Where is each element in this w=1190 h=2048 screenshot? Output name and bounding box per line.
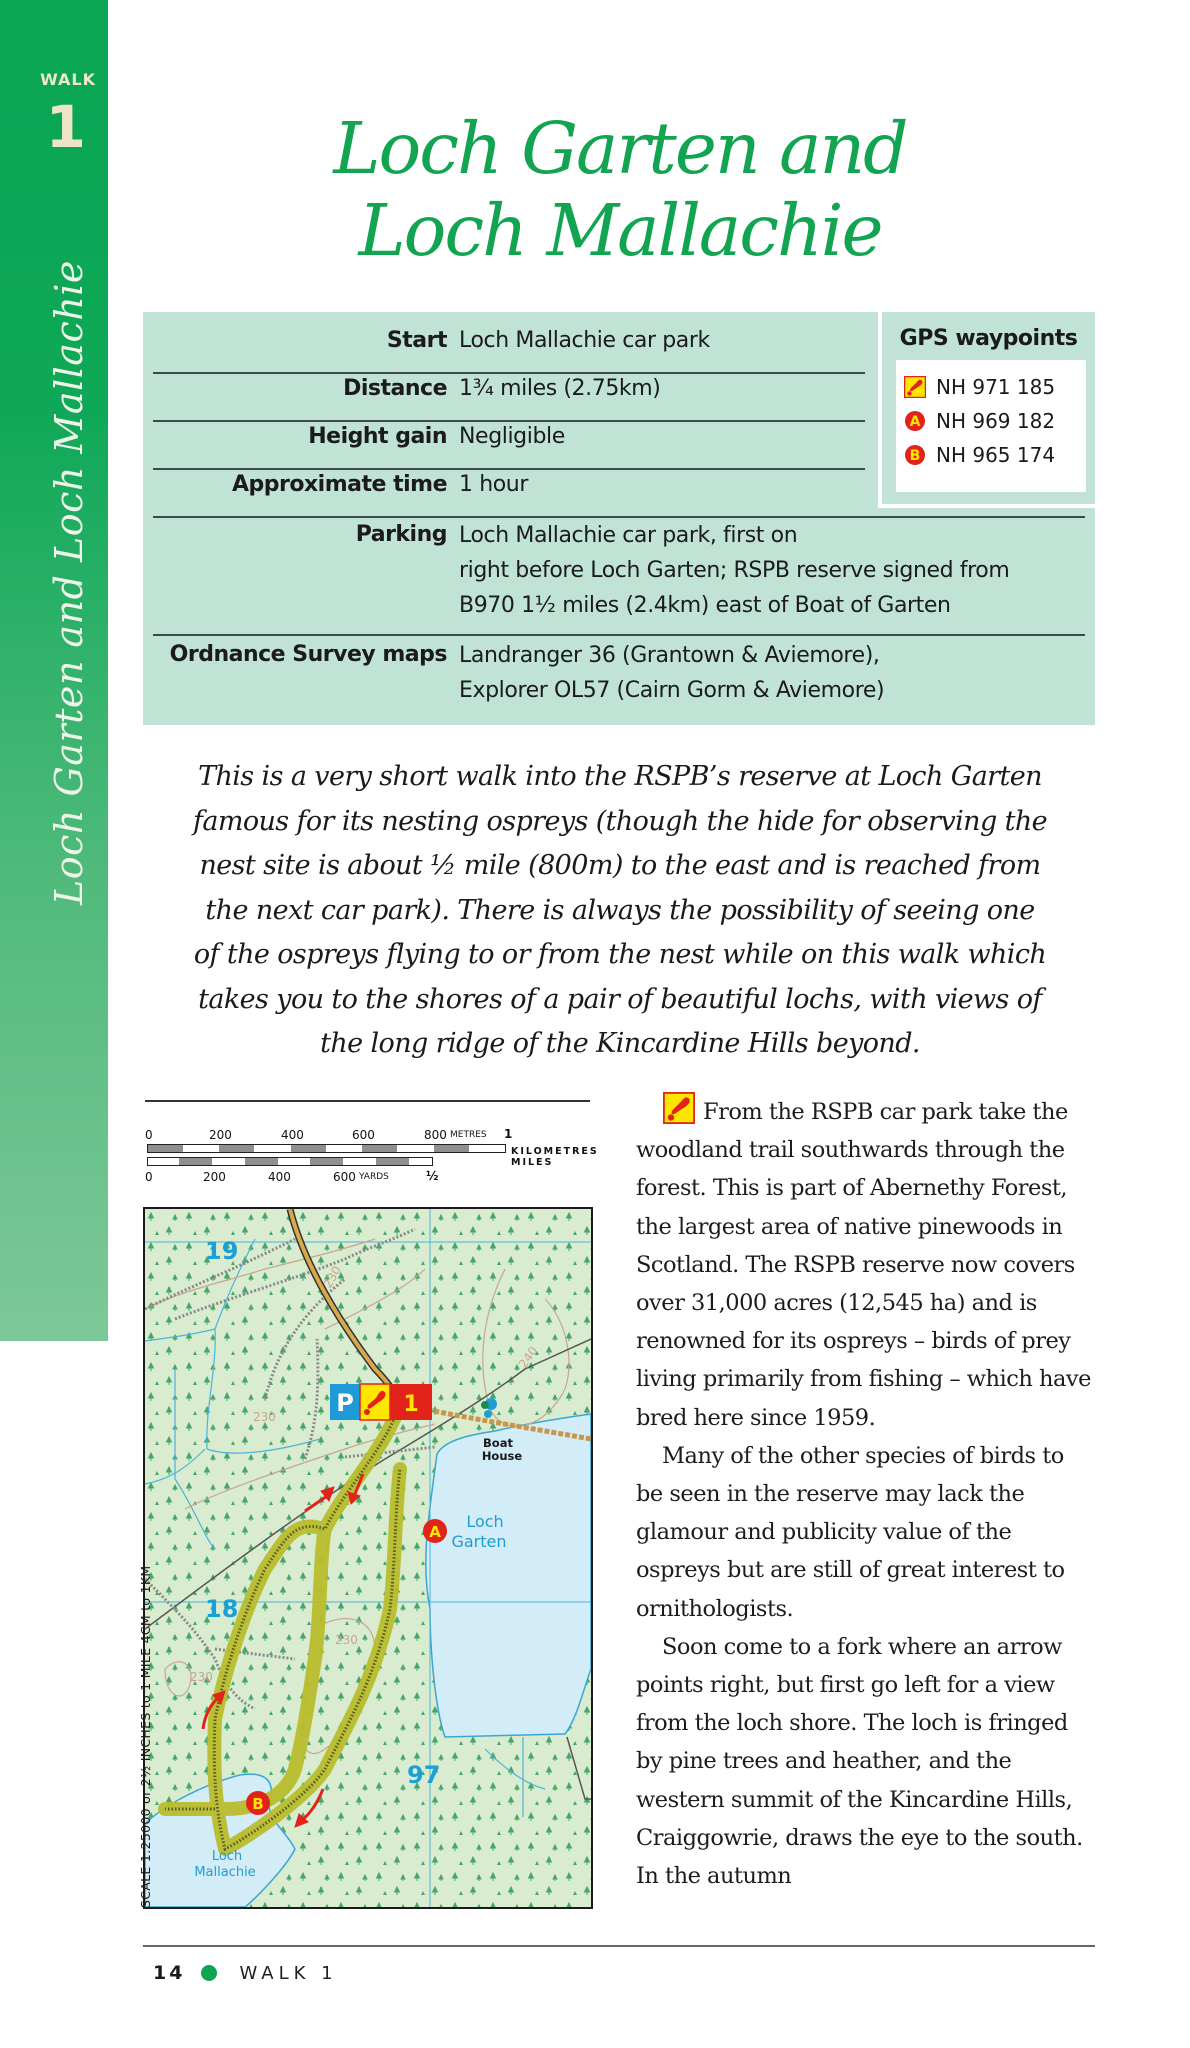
waypoint-a-marker [423, 1519, 447, 1543]
scale-unit-metres: METRES [450, 1130, 487, 1140]
scale-tick: 400 [281, 1128, 304, 1142]
info-value: 1¾ miles (2.75km) [459, 376, 661, 401]
info-row-height-gain [153, 424, 565, 449]
intro-paragraph [140, 755, 1100, 1067]
info-row-os-maps [153, 642, 884, 708]
loch-mallachie-label-2: Mallachie [194, 1865, 256, 1880]
divider [153, 372, 865, 374]
scale-miles-end: ½ [426, 1169, 439, 1183]
intro-line: takes you to the shores of a pair of beautiful lochs, with views of [198, 983, 1042, 1015]
info-value: 1 hour [459, 472, 528, 497]
body-paragraph-text: From the RSPB car park take the woodland trail southwards through the forest. This is part of Abernethy Forest, the largest area of native pinewoods in Scotland. The RSPB reserve now covers over 31,000 acres (12,545 ha) and is renowned for its ospreys – birds of prey living primarily from fishing – which have bred here since 1959. [636, 1099, 1091, 1431]
waypoint-letter: B [252, 1795, 264, 1813]
gps-waypoint-start [896, 370, 1086, 404]
scale-unit-km: KILOMETRES [511, 1146, 599, 1157]
body-paragraph [636, 1092, 1096, 1437]
map-top-divider [145, 1100, 590, 1102]
footer-section-label: WALK 1 [239, 1962, 338, 1984]
info-row-start [153, 328, 710, 353]
info-value-line: Landranger 36 (Grantown & Aviemore), [459, 643, 880, 668]
loch-garten-label-1: Loch [466, 1512, 504, 1531]
parking-label: P [336, 1389, 354, 1417]
info-value: Loch Mallachie car park [459, 328, 710, 353]
gps-ref: NH 969 182 [936, 409, 1056, 433]
title-line-1: Loch Garten and [333, 107, 907, 190]
route-map [143, 1207, 593, 1909]
gps-waypoints-box [878, 312, 1095, 508]
info-value-line: B970 1½ miles (2.4km) east of Boat of Garten [459, 593, 951, 618]
start-badge [330, 1384, 432, 1420]
chapter-sidebar [0, 0, 108, 1341]
start-footprint-icon [663, 1092, 695, 1124]
gps-ref: NH 965 174 [936, 443, 1056, 467]
pin-icon [484, 1410, 492, 1418]
page-footer [153, 1962, 338, 1984]
scale-tick: 400 [268, 1170, 291, 1184]
intro-line: the long ridge of the Kincardine Hills beyond. [320, 1028, 920, 1059]
page-title [240, 108, 1000, 272]
boat-house-label-1: Boat [483, 1436, 513, 1450]
info-row-time [153, 472, 528, 497]
info-label: Start [386, 328, 447, 353]
scale-tick: 800 [424, 1128, 447, 1142]
intro-line: of the ospreys flying to or from the nest while on this walk which [193, 939, 1047, 970]
scale-tick: 200 [203, 1170, 226, 1184]
intro-line: the next car park). There is always the possibility of seeing one [205, 894, 1035, 926]
map-scale-note: SCALE 1:25000 or 2½ INCHES to 1 MILE 4CM to 1KM [138, 1565, 153, 1908]
divider [153, 634, 1085, 636]
contour-label: 230 [335, 1633, 358, 1647]
loch-garten-label-2: Garten [451, 1532, 507, 1551]
contour-label: 240 [515, 1343, 541, 1371]
page-number: 14 [153, 1962, 186, 1984]
scale-tick: 0 [145, 1170, 153, 1184]
info-value [459, 638, 884, 708]
info-value-line: right before Loch Garten; RSPB reserve signed from [459, 558, 1010, 583]
info-label: Ordnance Survey maps [169, 642, 447, 667]
body-paragraph: Soon come to a fork where an arrow points right, but first go left for a view from the loch shore. The loch is fringed by pine trees and heather, and the western summit of the Kincardine Hills, Craiggowrie, draws the eye to the south. In the autumn [636, 1633, 1083, 1890]
gps-waypoint-a [896, 404, 1086, 438]
waypoint-b-marker [246, 1791, 270, 1815]
divider [153, 420, 865, 422]
map-canvas [145, 1209, 591, 1907]
bullet-dot-icon [201, 1965, 217, 1981]
info-row-distance [153, 376, 660, 401]
info-value-line: Explorer OL57 (Cairn Gorm & Aviemore) [459, 678, 885, 703]
waypoint-letter: A [429, 1523, 441, 1541]
contour-label: 230 [190, 1670, 213, 1684]
grid-label: 97 [407, 1761, 441, 1789]
gps-title: GPS waypoints [899, 326, 1078, 351]
footprint-glyph [364, 1409, 370, 1415]
intro-line: famous for its nesting ospreys (though the hide for observing the [192, 805, 1048, 837]
walk-number-label: 1 [403, 1392, 419, 1417]
walk-label: WALK [40, 70, 96, 89]
info-value [459, 518, 1009, 623]
info-label: Parking [355, 522, 447, 547]
walk-number: 1 [45, 93, 86, 161]
waypoint-a-icon [904, 410, 926, 432]
info-label: Approximate time [232, 472, 447, 497]
scale-tick: 200 [209, 1128, 232, 1142]
loch-mallachie-label-1: Loch [211, 1849, 243, 1864]
title-line-2: Loch Mallachie [358, 189, 882, 272]
gps-list [896, 360, 1086, 492]
grid-label: 18 [205, 1595, 239, 1623]
scale-tick: 600 [333, 1170, 356, 1184]
info-value-line: Loch Mallachie car park, first on [459, 523, 798, 548]
footer-divider [143, 1945, 1095, 1947]
body-paragraph: Many of the other species of birds to be seen in the reserve may lack the glamour and publicity value of the ospreys but are still of great interest to ornithologists. [636, 1442, 1065, 1622]
intro-line: nest site is about ½ mile (800m) to the east and is reached from [199, 850, 1041, 881]
scale-unit-miles: MILES [511, 1157, 554, 1168]
waypoint-letter: A [909, 414, 921, 430]
scale-unit-yards: YARDS [359, 1172, 389, 1182]
info-label: Distance [343, 376, 447, 401]
contour-label: 230 [253, 1410, 276, 1424]
waypoint-b-icon [904, 444, 926, 466]
walk-description [636, 1092, 1096, 1895]
grid-label: 19 [205, 1237, 239, 1265]
intro-line: This is a very short walk into the RSPB’s reserve at Loch Garten [198, 761, 1042, 792]
gps-waypoint-b [896, 438, 1086, 472]
contour-label: 230 [320, 1263, 345, 1291]
start-footprint-icon [904, 376, 926, 398]
pin-icon [481, 1401, 489, 1409]
map-scale-bar [143, 1128, 603, 1193]
scale-bars [147, 1144, 509, 1168]
info-value: Negligible [459, 424, 565, 449]
sidebar-vertical-title: Loch Garten and Loch Mallachie [47, 260, 91, 905]
boat-house-label-2: House [481, 1449, 523, 1463]
info-label: Height gain [308, 424, 447, 449]
gps-ref: NH 971 185 [936, 375, 1056, 399]
scale-km-end: 1 [504, 1127, 513, 1141]
info-row-parking [153, 522, 1009, 623]
scale-tick: 0 [145, 1128, 153, 1142]
waypoint-letter: B [909, 448, 921, 464]
divider [153, 468, 865, 470]
scale-tick: 600 [352, 1128, 375, 1142]
